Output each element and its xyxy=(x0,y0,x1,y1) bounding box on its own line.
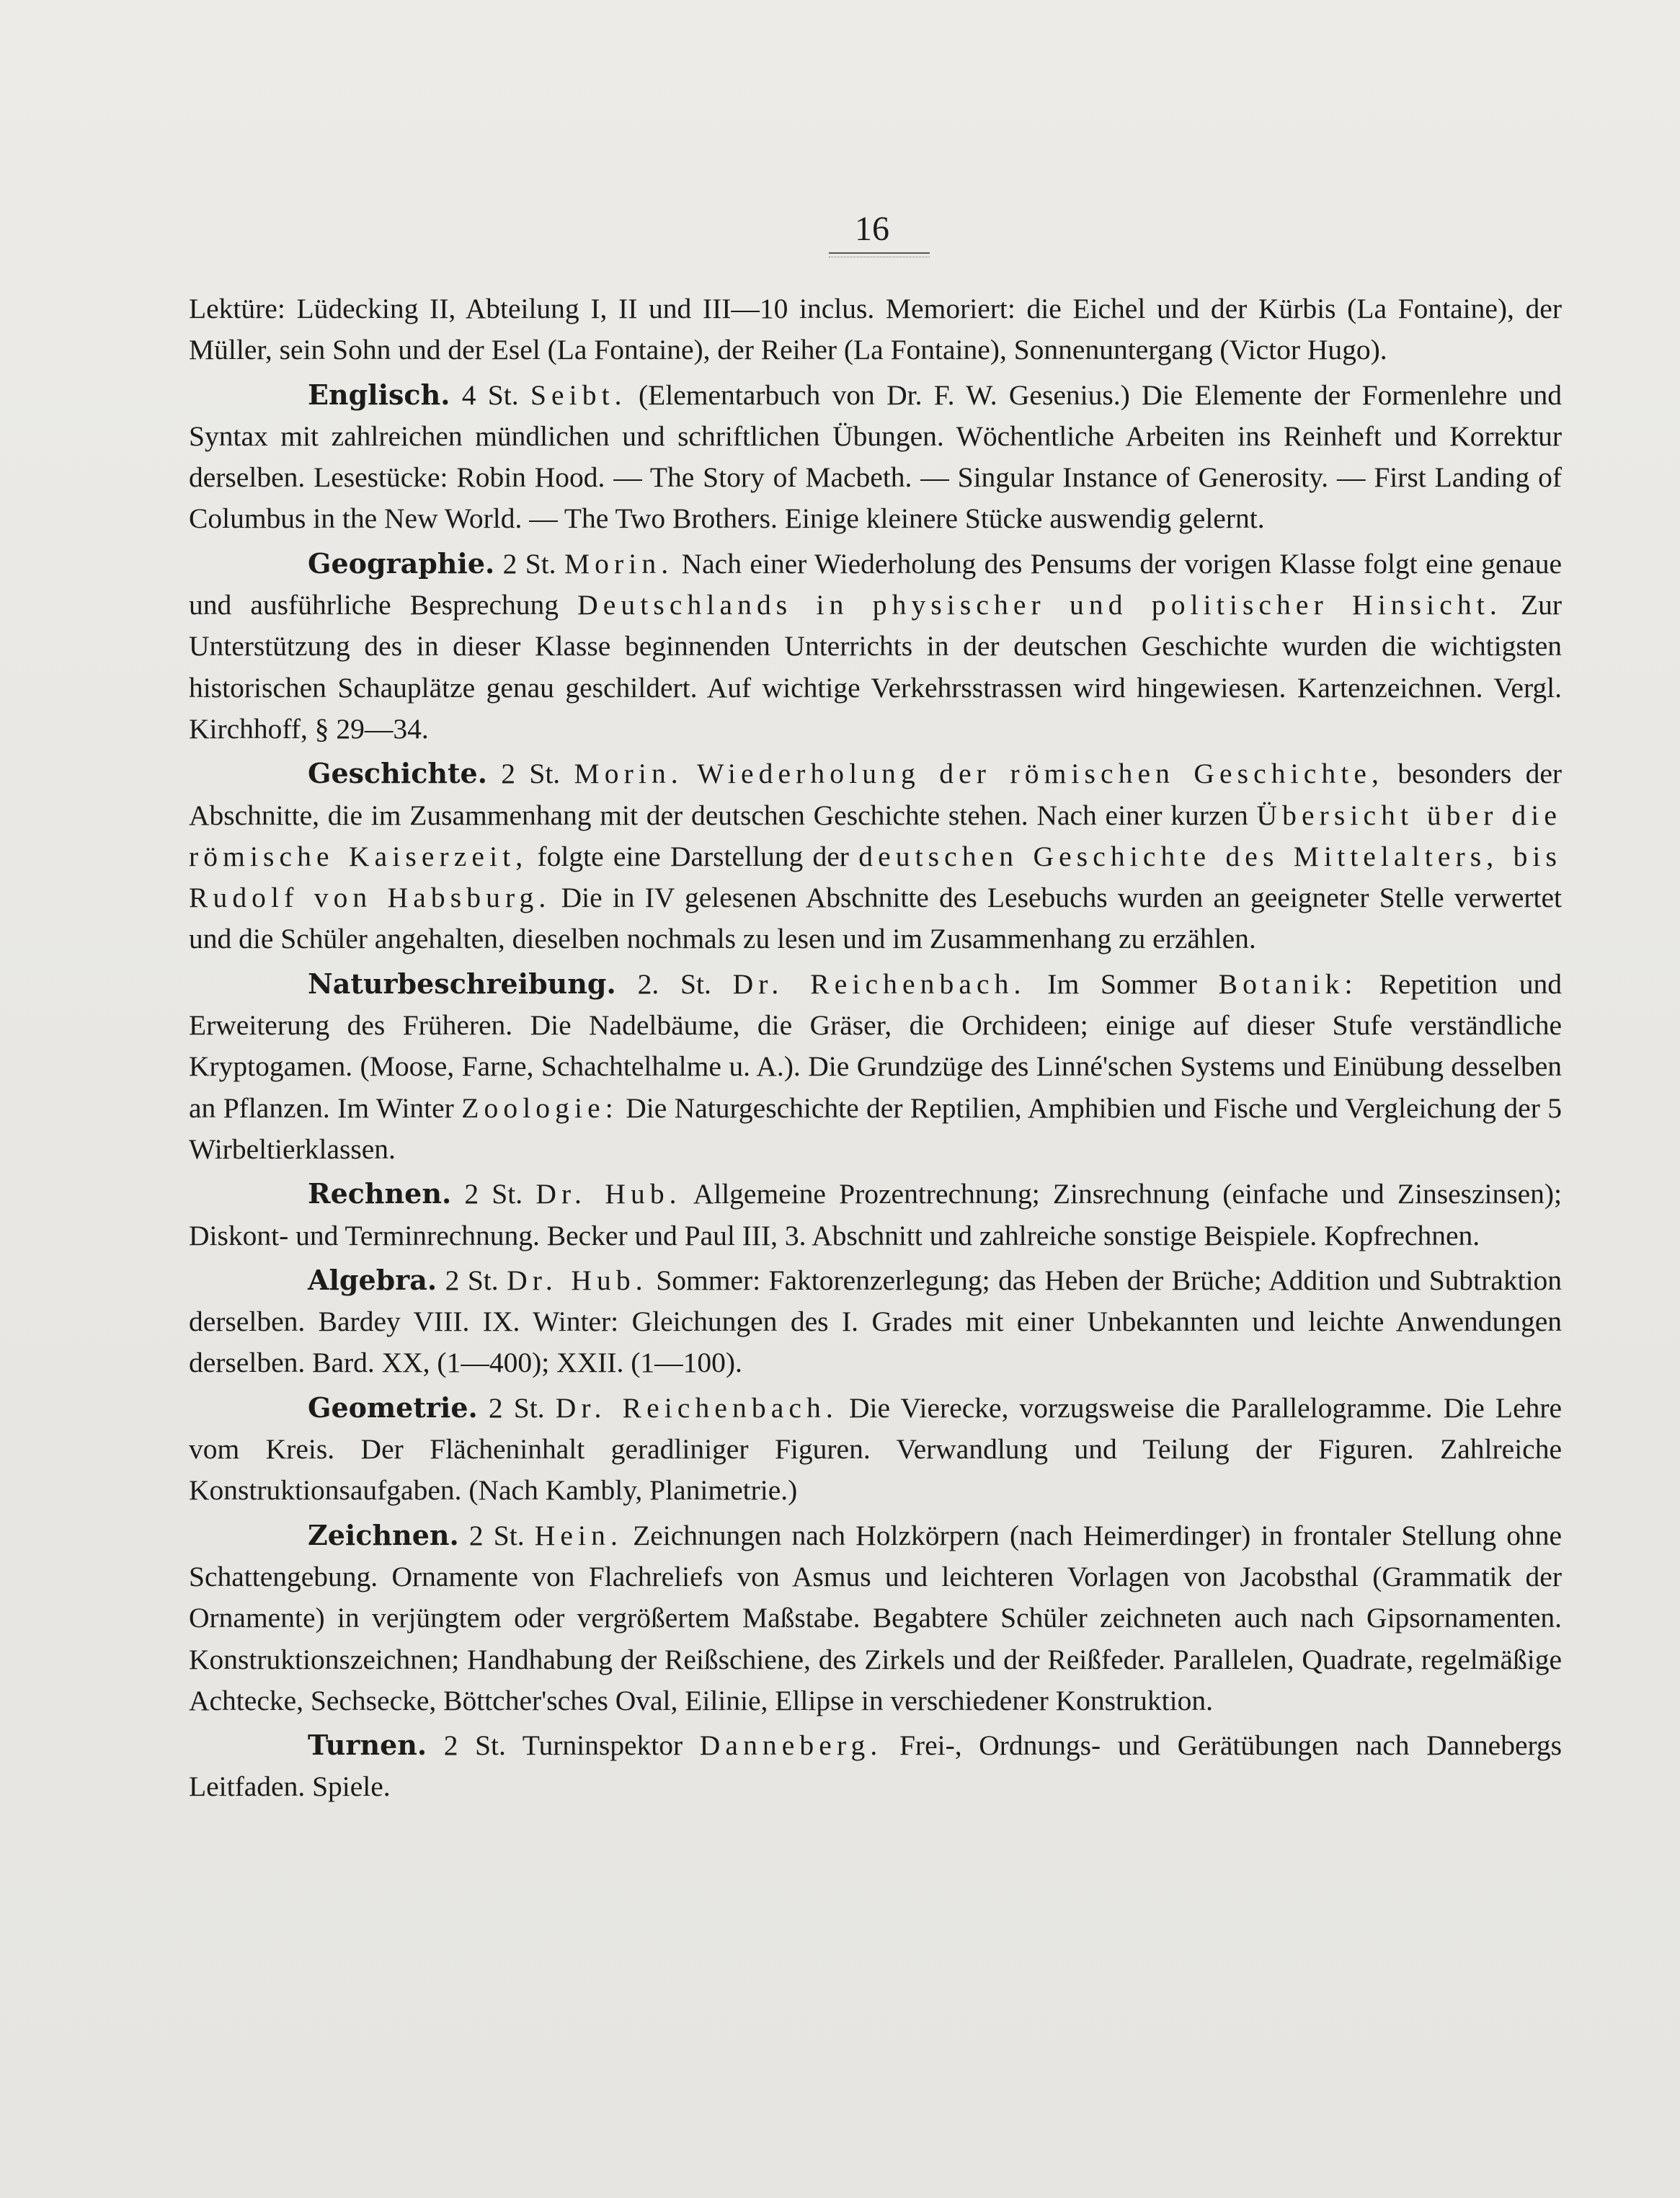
text-rechnen: Allgemeine Prozentrechnung; Zinsrechnung (einfache und Zinseszinsen); Diskont- und Terminrechnung. Becker und Paul III, 3. Abschnitt und zahlreiche sonstige Beispiele. Kopfrechnen. xyxy=(189,1178,1563,1251)
paragraph-englisch xyxy=(189,374,1562,540)
text-naturbeschreibung-d: Zoologie: xyxy=(461,1091,618,1124)
text-naturbeschreibung-a: Im Sommer xyxy=(1047,967,1197,1000)
subject-heading-rechnen: Rechnen. xyxy=(308,1177,452,1210)
text-naturbeschreibung-b: Botanik: xyxy=(1218,967,1358,1000)
text-geschichte-b: besonders der Abschnitte, die im Zusammenhang mit der deutschen Geschichte stehen. Nach einer kurzen xyxy=(189,758,1563,831)
teacher-naturbeschreibung: Dr. Reichenbach. xyxy=(732,967,1026,1000)
paragraph-geometrie xyxy=(189,1387,1562,1512)
subject-heading-turnen: Turnen. xyxy=(308,1729,427,1762)
subject-heading-geographie: Geographie. xyxy=(308,546,495,580)
paragraph-rechnen xyxy=(189,1173,1562,1257)
text-zeichnen: Zeichnungen nach Holzkörpern (nach Heimerdinger) in frontaler Stellung ohne Schattengebung. Ornamente von Flachreliefs von Asmus und leichteren Vorlagen von Jacobsthal (Grammatik der Ornamente) in verjüngtem oder vergrößertem Maßstabe. Begabtere Schüler zeichneten auch nach Gipsornamenten. Konstruktionszeichnen; Handhabung der Reißschiene, des Zirkels und der Reißfeder. Parallelen, Quadrate, regelmäßige Achtecke, Sechsecke, Böttcher'sches Oval, Eilinie, Ellipse in verschiedener Konstruktion. xyxy=(189,1519,1563,1716)
hours-naturbeschreibung: 2. St. xyxy=(637,967,711,1000)
teacher-englisch: Seibt. xyxy=(530,378,627,411)
teacher-geschichte: Morin. xyxy=(574,758,683,790)
hours-geographie: 2 St. xyxy=(502,547,556,580)
teacher-rechnen: Dr. Hub. xyxy=(535,1178,682,1210)
page-number-rule xyxy=(829,252,930,257)
hours-rechnen: 2 St. xyxy=(464,1178,523,1210)
text-geschichte-e: deutschen Geschichte des Mittelalters, bis Rudolf von Habsburg. xyxy=(189,840,1562,914)
hours-geschichte: 2 St. xyxy=(501,758,561,790)
paragraph-geschichte xyxy=(189,753,1562,960)
paragraph-naturbeschreibung xyxy=(189,963,1562,1170)
text-algebra: Sommer: Faktorenzerlegung; das Heben der Brüche; Addition und Subtraktion derselben. Bardey VIII. IX. Winter: Gleichungen des I. Grades mit einer Unbekannten und leichte Anwendungen derselben. Bard. XX, (1—400); XXII. (1—100). xyxy=(189,1264,1563,1379)
text-geometrie: Die Vierecke, vorzugsweise die Parallelogramme. Die Lehre vom Kreis. Der Flächeninhalt geradliniger Figuren. Verwandlung und Teilung der Figuren. Zahlreiche Konstruktionsaufgaben. (Nach Kambly, Planimetrie.) xyxy=(189,1391,1563,1507)
text-geschichte-f: Die in IV gelesenen Abschnitte des Lesebuchs wurden an geeigneter Stelle verwertet und die Schüler angehalten, dieselben nochmals zu lesen und im Zusammenhang zu erzählen. xyxy=(189,882,1563,955)
subject-heading-geschichte: Geschichte. xyxy=(308,757,487,790)
text-geschichte-d: folgte eine Darstellung der xyxy=(537,840,849,872)
hours-turnen: 2 St. xyxy=(443,1729,506,1762)
subject-heading-naturbeschreibung: Naturbeschreibung. xyxy=(308,967,616,1000)
text-geographie-spaced: Deutschlands in physischer und politischer Hinsicht. xyxy=(577,589,1502,621)
page-number: 16 xyxy=(855,210,889,248)
teacher-geometrie: Dr. Reichenbach. xyxy=(555,1391,838,1424)
text-turnen: Frei-, Ordnungs- und Gerätübungen nach Dannebergs Leitfaden. Spiele. xyxy=(189,1729,1563,1803)
subject-heading-geometrie: Geometrie. xyxy=(308,1391,478,1424)
subject-heading-algebra: Algebra. xyxy=(308,1263,437,1296)
text-englisch: (Elementarbuch von Dr. F. W. Gesenius.) Die Elemente der Formenlehre und Syntax mit zahlreichen mündlichen und schriftlichen Übungen. Wöchentliche Arbeiten ins Reinheft und Korrektur derselben. Lesestücke: Robin Hood. — The Story of Macbeth. — Singular Instance of Generosity. — First Landing of Columbus in the New World. — The Two Brothers. Einige kleinere Stücke auswendig gelernt. xyxy=(189,378,1562,535)
text-geschichte-c: Übersicht über die römische Kaiserzeit, xyxy=(189,799,1562,872)
teacher-prefix-turnen: Turninspektor xyxy=(522,1729,683,1762)
subject-heading-englisch: Englisch. xyxy=(308,378,450,411)
hours-geometrie: 2 St. xyxy=(488,1391,545,1424)
teacher-geographie: Morin. xyxy=(564,547,674,580)
hours-zeichnen: 2 St. xyxy=(468,1519,525,1551)
text-geschichte-a: Wiederholung der römischen Geschichte, xyxy=(697,758,1384,790)
paragraph-lektuere xyxy=(189,288,1562,371)
text-geographie-a: Nach einer Wiederholung des Pensums der vorigen Klasse folgt eine genaue und ausführliche Besprechung xyxy=(189,547,1563,621)
paragraph-geographie xyxy=(189,543,1562,750)
hours-algebra: 2 St. xyxy=(445,1264,499,1296)
paragraph-zeichnen xyxy=(189,1515,1562,1721)
text-geographie-c: Zur Unterstützung des in dieser Klasse beginnenden Unterrichts in der deutschen Geschichte wurden die wichtigsten historischen Schauplätze genau geschildert. Auf wichtige Verkehrsstrassen wird hingewiesen. Kartenzeichnen. Vergl. Kirchhoff, § 29—34. xyxy=(189,589,1563,745)
text-naturbeschreibung-c: Repetition und Erweiterung des Früheren. Die Nadelbäume, die Gräser, die Orchideen; einige auf dieser Stufe verständliche Kryptogamen. (Moose, Farne, Schachtelhalme u. A.). Die Grundzüge des Linné'schen Systems und Einübung desselben an Pflanzen. Im Winter xyxy=(189,967,1563,1124)
text-naturbeschreibung-e: Die Naturgeschichte der Reptilien, Amphibien und Fische und Vergleichung der 5 Wirbeltierklassen. xyxy=(189,1091,1563,1165)
intro-text: Lektüre: Lüdecking II, Abteilung I, II und III—10 inclus. Memoriert: die Eichel und der Kürbis (La Fontaine), der Müller, sein Sohn und der Esel (La Fontaine), der Reiher (La Fontaine), Sonnenuntergang (Victor Hugo). xyxy=(189,293,1562,366)
teacher-algebra: Dr. Hub. xyxy=(507,1264,648,1296)
subject-heading-zeichnen: Zeichnen. xyxy=(308,1518,459,1551)
teacher-turnen: Danneberg. xyxy=(699,1729,883,1762)
teacher-zeichnen: Hein. xyxy=(534,1519,623,1551)
hours-englisch: 4 St. xyxy=(461,378,519,411)
paragraph-algebra xyxy=(189,1259,1562,1384)
document-body xyxy=(189,288,1562,1808)
paragraph-turnen xyxy=(189,1724,1562,1808)
